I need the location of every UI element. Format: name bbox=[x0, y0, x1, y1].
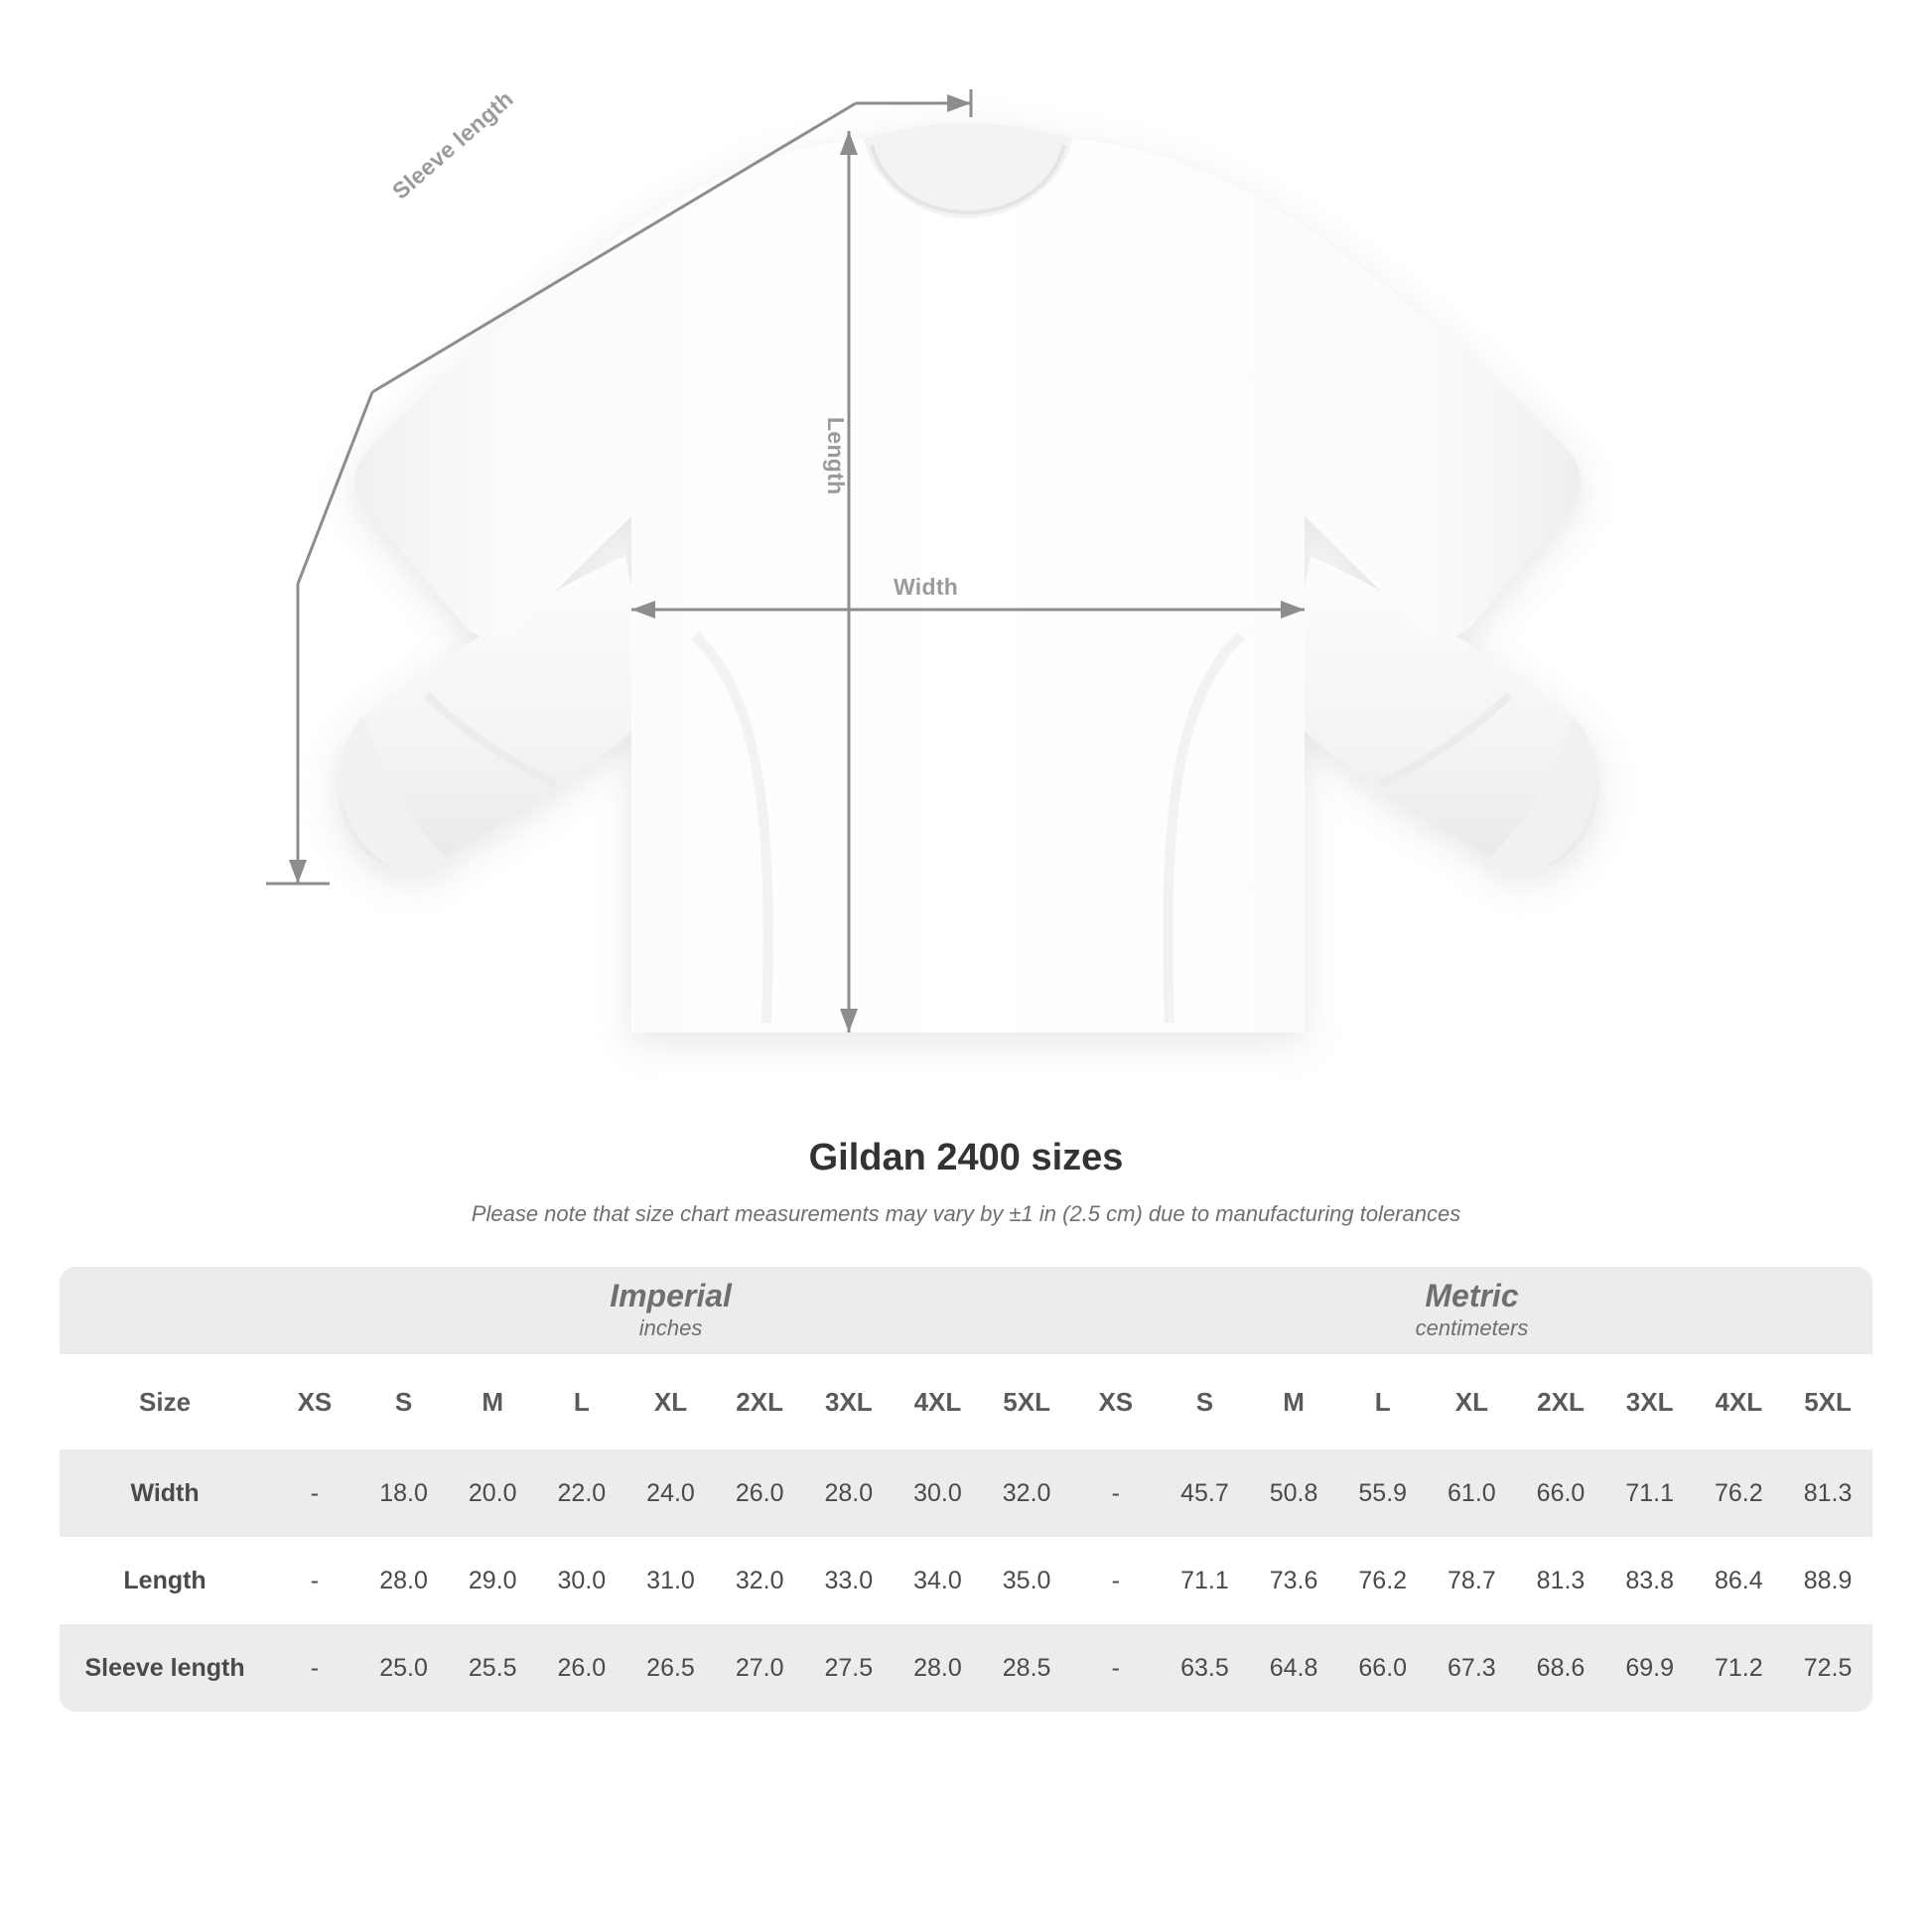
unit-header-corner bbox=[60, 1267, 270, 1354]
size-header-imp-xs: XS bbox=[270, 1354, 359, 1449]
cell-sleeve-met-m: 64.8 bbox=[1249, 1624, 1338, 1712]
chart-heading bbox=[0, 1137, 1932, 1227]
unit-group-imperial-sub: inches bbox=[638, 1315, 703, 1341]
row-label-sleeve-length: Sleeve length bbox=[60, 1624, 270, 1712]
cell-width-imp-xl: 24.0 bbox=[626, 1449, 716, 1537]
unit-group-metric-name: Metric bbox=[1425, 1278, 1519, 1314]
cell-sleeve-met-2xl: 68.6 bbox=[1516, 1624, 1605, 1712]
size-header-met-l: L bbox=[1338, 1354, 1428, 1449]
size-header-imp-4xl: 4XL bbox=[894, 1354, 983, 1449]
cell-sleeve-met-xs: - bbox=[1071, 1624, 1161, 1712]
cell-width-imp-4xl: 30.0 bbox=[894, 1449, 983, 1537]
size-header-met-m: M bbox=[1249, 1354, 1338, 1449]
cell-sleeve-met-5xl: 72.5 bbox=[1783, 1624, 1872, 1712]
cell-sleeve-imp-4xl: 28.0 bbox=[894, 1624, 983, 1712]
cell-sleeve-imp-m: 25.5 bbox=[448, 1624, 537, 1712]
size-header-met-5xl: 5XL bbox=[1783, 1354, 1872, 1449]
cell-length-imp-m: 29.0 bbox=[448, 1537, 537, 1624]
size-header-met-s: S bbox=[1161, 1354, 1250, 1449]
cell-length-met-m: 73.6 bbox=[1249, 1537, 1338, 1624]
cell-width-met-l: 55.9 bbox=[1338, 1449, 1428, 1537]
size-chart-table bbox=[60, 1267, 1872, 1712]
size-header-imp-5xl: 5XL bbox=[982, 1354, 1071, 1449]
cell-width-met-xl: 61.0 bbox=[1428, 1449, 1517, 1537]
cell-width-met-s: 45.7 bbox=[1161, 1449, 1250, 1537]
sleeve-length-dimension-label: Sleeve length bbox=[387, 85, 518, 205]
cell-width-imp-xs: - bbox=[270, 1449, 359, 1537]
size-header-label: Size bbox=[60, 1354, 270, 1449]
size-header-met-4xl: 4XL bbox=[1694, 1354, 1783, 1449]
cell-sleeve-imp-xs: - bbox=[270, 1624, 359, 1712]
cell-length-imp-xs: - bbox=[270, 1537, 359, 1624]
cell-length-met-4xl: 86.4 bbox=[1694, 1537, 1783, 1624]
unit-header-row bbox=[60, 1267, 1872, 1354]
cell-sleeve-met-s: 63.5 bbox=[1161, 1624, 1250, 1712]
cell-length-imp-3xl: 33.0 bbox=[804, 1537, 894, 1624]
table-row bbox=[60, 1537, 1872, 1624]
unit-group-imperial-name: Imperial bbox=[610, 1278, 732, 1314]
length-dimension-label: Length bbox=[823, 417, 849, 495]
cell-length-imp-4xl: 34.0 bbox=[894, 1537, 983, 1624]
cell-length-met-s: 71.1 bbox=[1161, 1537, 1250, 1624]
cell-length-met-xl: 78.7 bbox=[1428, 1537, 1517, 1624]
sleeve-arrow-top bbox=[947, 94, 971, 112]
cell-width-met-m: 50.8 bbox=[1249, 1449, 1338, 1537]
cell-sleeve-met-xl: 67.3 bbox=[1428, 1624, 1517, 1712]
cell-sleeve-met-4xl: 71.2 bbox=[1694, 1624, 1783, 1712]
size-header-imp-m: M bbox=[448, 1354, 537, 1449]
cell-sleeve-met-l: 66.0 bbox=[1338, 1624, 1428, 1712]
cell-sleeve-imp-xl: 26.5 bbox=[626, 1624, 716, 1712]
cell-length-imp-xl: 31.0 bbox=[626, 1537, 716, 1624]
cell-width-imp-l: 22.0 bbox=[537, 1449, 626, 1537]
unit-group-metric bbox=[1071, 1267, 1872, 1354]
cell-sleeve-imp-s: 25.0 bbox=[359, 1624, 449, 1712]
unit-group-metric-sub: centimeters bbox=[1415, 1315, 1529, 1341]
cell-width-imp-s: 18.0 bbox=[359, 1449, 449, 1537]
sleeve-arrow-bottom bbox=[289, 860, 307, 884]
unit-group-imperial bbox=[270, 1267, 1071, 1354]
cell-width-imp-5xl: 32.0 bbox=[982, 1449, 1071, 1537]
cell-sleeve-imp-5xl: 28.5 bbox=[982, 1624, 1071, 1712]
size-header-imp-3xl: 3XL bbox=[804, 1354, 894, 1449]
cell-length-imp-5xl: 35.0 bbox=[982, 1537, 1071, 1624]
cell-length-met-xs: - bbox=[1071, 1537, 1161, 1624]
row-label-length: Length bbox=[60, 1537, 270, 1624]
cell-length-met-3xl: 83.8 bbox=[1605, 1537, 1695, 1624]
shirt-body-group bbox=[337, 123, 1599, 1033]
row-label-width: Width bbox=[60, 1449, 270, 1537]
size-header-imp-xl: XL bbox=[626, 1354, 716, 1449]
cell-width-met-3xl: 71.1 bbox=[1605, 1449, 1695, 1537]
size-header-imp-l: L bbox=[537, 1354, 626, 1449]
tolerance-note: Please note that size chart measurements may vary by ±1 in (2.5 cm) due to manufacturing tolerances bbox=[471, 1201, 1461, 1226]
size-table-wrapper bbox=[60, 1267, 1872, 1712]
cell-width-imp-m: 20.0 bbox=[448, 1449, 537, 1537]
cell-width-met-xs: - bbox=[1071, 1449, 1161, 1537]
table-row bbox=[60, 1449, 1872, 1537]
size-header-row bbox=[60, 1354, 1872, 1449]
cell-width-imp-3xl: 28.0 bbox=[804, 1449, 894, 1537]
size-header-imp-s: S bbox=[359, 1354, 449, 1449]
page-title: Gildan 2400 sizes bbox=[808, 1137, 1124, 1178]
size-header-met-xl: XL bbox=[1428, 1354, 1517, 1449]
cell-sleeve-imp-2xl: 27.0 bbox=[715, 1624, 804, 1712]
cell-length-met-l: 76.2 bbox=[1338, 1537, 1428, 1624]
size-header-met-xs: XS bbox=[1071, 1354, 1161, 1449]
size-header-imp-2xl: 2XL bbox=[715, 1354, 804, 1449]
cell-width-met-4xl: 76.2 bbox=[1694, 1449, 1783, 1537]
cell-length-met-5xl: 88.9 bbox=[1783, 1537, 1872, 1624]
cell-width-met-5xl: 81.3 bbox=[1783, 1449, 1872, 1537]
cell-width-imp-2xl: 26.0 bbox=[715, 1449, 804, 1537]
cell-length-imp-l: 30.0 bbox=[537, 1537, 626, 1624]
width-dimension-label: Width bbox=[894, 574, 959, 600]
cell-length-imp-2xl: 32.0 bbox=[715, 1537, 804, 1624]
cell-length-imp-s: 28.0 bbox=[359, 1537, 449, 1624]
cell-length-met-2xl: 81.3 bbox=[1516, 1537, 1605, 1624]
size-header-met-3xl: 3XL bbox=[1605, 1354, 1695, 1449]
table-row bbox=[60, 1624, 1872, 1712]
cell-sleeve-met-3xl: 69.9 bbox=[1605, 1624, 1695, 1712]
cell-sleeve-imp-3xl: 27.5 bbox=[804, 1624, 894, 1712]
cell-sleeve-imp-l: 26.0 bbox=[537, 1624, 626, 1712]
size-header-met-2xl: 2XL bbox=[1516, 1354, 1605, 1449]
shirt-body bbox=[354, 139, 1581, 1033]
cell-width-met-2xl: 66.0 bbox=[1516, 1449, 1605, 1537]
